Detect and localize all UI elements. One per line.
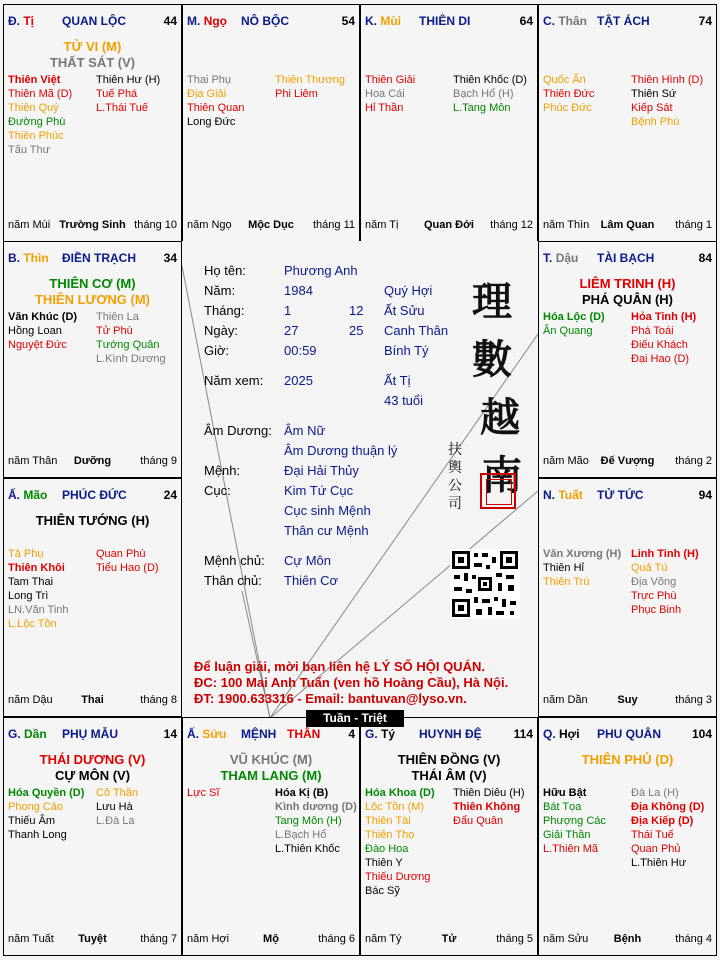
minor-stars-right bbox=[631, 310, 696, 366]
minor-star: Thiên Thương bbox=[275, 74, 346, 86]
palace-branch: Ấ. Sửu bbox=[187, 727, 227, 741]
nam-xem-can-chi: Ất Tị bbox=[384, 373, 411, 388]
major-star: THÁI ÂM (V) bbox=[411, 768, 487, 783]
palace-hoi[interactable] bbox=[538, 717, 717, 956]
minor-star: Đà La (H) bbox=[631, 787, 679, 799]
menh-value: Đại Hải Thủy bbox=[284, 463, 359, 478]
gio-value: 00:59 bbox=[284, 343, 317, 358]
nam-label: Năm: bbox=[204, 283, 236, 298]
minor-stars-left bbox=[365, 786, 435, 898]
minor-star: Hỏa Tinh (H) bbox=[631, 311, 697, 323]
footer-stage: Đế Vượng bbox=[600, 455, 655, 467]
palace-age: 84 bbox=[698, 251, 712, 265]
footer-year: năm Sửu bbox=[543, 933, 589, 945]
major-star: THIÊN TƯỚNG (H) bbox=[35, 513, 150, 528]
calligraphy-small-char: 司 bbox=[448, 496, 462, 512]
minor-star: Thiên Hỉ bbox=[543, 562, 584, 574]
footer-month: tháng 2 bbox=[675, 455, 712, 467]
footer-year: năm Tuất bbox=[8, 933, 54, 945]
footer-month: tháng 1 bbox=[675, 219, 712, 231]
minor-star: Tang Môn (H) bbox=[275, 815, 342, 827]
minor-stars-left bbox=[187, 786, 219, 800]
minor-star: Thiên Sứ bbox=[631, 88, 677, 100]
menh-chu-label: Mệnh chủ: bbox=[204, 553, 265, 568]
palace-footer bbox=[8, 455, 177, 469]
minor-star: Trực Phù bbox=[631, 590, 677, 602]
palace-age: 34 bbox=[163, 251, 177, 265]
palace-thin[interactable] bbox=[3, 241, 182, 478]
am-duong-label: Âm Dương: bbox=[204, 423, 272, 438]
calligraphy-text bbox=[472, 273, 522, 505]
palace-age: 54 bbox=[341, 14, 355, 28]
minor-star: Tiểu Hao (D) bbox=[96, 562, 159, 574]
minor-star: Thái Tuế bbox=[631, 829, 674, 841]
minor-star: Thiên La bbox=[96, 311, 139, 323]
palace-name: PHỤ MẪU bbox=[62, 727, 118, 741]
major-star: THÁI DƯƠNG (V) bbox=[39, 752, 146, 767]
palace-age: 14 bbox=[163, 727, 177, 741]
palace-name: TẬT ÁCH bbox=[597, 14, 650, 28]
palace-name: TỬ TỨC bbox=[597, 488, 644, 502]
palace-mao[interactable] bbox=[3, 478, 182, 717]
minor-stars-right bbox=[631, 547, 699, 617]
palace-than[interactable] bbox=[538, 4, 717, 242]
major-star: THẤT SÁT (V) bbox=[49, 55, 136, 70]
ngay-am: 25 bbox=[349, 323, 364, 338]
footer-year: năm Hợi bbox=[187, 933, 230, 945]
minor-star: L.Lộc Tồn bbox=[8, 618, 57, 630]
minor-star: Địa Không (D) bbox=[631, 801, 705, 813]
minor-star: Thiên Khôi bbox=[8, 562, 65, 574]
palace-header bbox=[543, 14, 712, 30]
minor-star: Văn Xương (H) bbox=[543, 548, 622, 560]
footer-stage: Quan Đới bbox=[424, 219, 474, 231]
tuoi-value: 43 tuổi bbox=[384, 393, 424, 408]
minor-stars-left bbox=[8, 786, 84, 842]
palace-age: 64 bbox=[519, 14, 533, 28]
minor-star: Thiên Quý bbox=[8, 102, 59, 114]
footer-stage: Dưỡng bbox=[73, 455, 112, 467]
minor-star: L.Thiên Hư bbox=[631, 857, 687, 869]
palace-name: PHÚC ĐỨC bbox=[62, 488, 127, 502]
ngay-value: 27 bbox=[284, 323, 299, 338]
minor-star: Hóa Lộc (D) bbox=[543, 311, 605, 323]
minor-stars-right bbox=[96, 73, 160, 115]
minor-stars-left bbox=[8, 547, 69, 631]
minor-star: Hóa Quyền (D) bbox=[8, 787, 85, 799]
minor-stars-right bbox=[96, 310, 166, 366]
palace-tuat[interactable] bbox=[538, 478, 717, 717]
ho-ten-value: Phương Anh bbox=[284, 263, 358, 278]
minor-star: Tấu Thư bbox=[8, 144, 51, 156]
minor-star: Địa Giải bbox=[187, 88, 227, 100]
thang-value: 1 bbox=[284, 303, 292, 318]
major-stars bbox=[4, 276, 181, 308]
palace-name: THIÊN DI bbox=[419, 14, 471, 28]
minor-star: Thiên Đức bbox=[543, 88, 595, 100]
minor-stars-left bbox=[543, 73, 594, 115]
palace-name: PHU QUÂN bbox=[597, 727, 662, 741]
footer-month: tháng 4 bbox=[675, 933, 712, 945]
minor-star: Phi Liêm bbox=[275, 88, 318, 100]
major-star: PHÁ QUÂN (H) bbox=[582, 292, 673, 307]
than-chu-label: Thân chủ: bbox=[204, 573, 262, 588]
minor-star: Nguyệt Đức bbox=[8, 339, 67, 351]
minor-star: Thiên Quan bbox=[187, 102, 245, 114]
footer-month: tháng 10 bbox=[134, 219, 177, 231]
minor-star: Thanh Long bbox=[8, 829, 67, 841]
palace-branch: G. Tý bbox=[365, 727, 396, 741]
major-star: THIÊN ĐỒNG (V) bbox=[397, 752, 501, 767]
minor-star: Thiên Không bbox=[453, 801, 521, 813]
palace-age: 24 bbox=[163, 488, 177, 502]
palace-footer bbox=[365, 933, 533, 947]
minor-star: L.Kình Dương bbox=[96, 353, 166, 365]
palace-header bbox=[8, 251, 177, 267]
major-star: THAM LANG (M) bbox=[220, 768, 322, 783]
palace-dan[interactable] bbox=[3, 717, 182, 956]
palace-mui[interactable] bbox=[360, 4, 538, 242]
am-duong-ly: Âm Dương thuận lý bbox=[284, 443, 398, 458]
footer-year: năm Tý bbox=[365, 933, 402, 945]
minor-star: Địa Võng bbox=[631, 576, 677, 588]
minor-star: Thiên Y bbox=[365, 857, 403, 869]
footer-stage: Tuyệt bbox=[78, 933, 107, 945]
palace-header bbox=[8, 727, 177, 743]
minor-star: Kiếp Sát bbox=[631, 102, 673, 114]
palace-header bbox=[8, 14, 177, 30]
footer-month: tháng 12 bbox=[490, 219, 533, 231]
palace-branch: G. Dần bbox=[8, 727, 47, 741]
footer-year: năm Dậu bbox=[8, 694, 53, 706]
minor-star: L.Bạch Hổ bbox=[275, 829, 327, 841]
major-star: VŨ KHÚC (M) bbox=[229, 752, 313, 767]
palace-header bbox=[365, 727, 533, 743]
than-chu-value: Thiên Cơ bbox=[284, 573, 339, 588]
palace-age: 114 bbox=[513, 727, 533, 741]
footer-stage: Suy bbox=[617, 694, 638, 706]
minor-star: Văn Khúc (D) bbox=[8, 311, 78, 323]
palace-header bbox=[543, 488, 712, 504]
minor-stars-right bbox=[96, 547, 159, 575]
footer-year: năm Thìn bbox=[543, 219, 590, 231]
than-cu-menh: Thân cư Mệnh bbox=[284, 523, 369, 538]
minor-star: Thiên Khốc (D) bbox=[453, 74, 527, 86]
palace-ti[interactable] bbox=[3, 4, 182, 242]
footer-stage: Lâm Quan bbox=[600, 219, 655, 231]
minor-stars-left bbox=[8, 73, 72, 157]
major-star: LIÊM TRINH (H) bbox=[579, 276, 676, 291]
major-star: THIÊN LƯƠNG (M) bbox=[34, 292, 151, 307]
cuc-value: Kim Tứ Cục bbox=[284, 483, 354, 498]
nam-can-chi: Quý Hợi bbox=[384, 283, 433, 298]
minor-star: Bác Sỹ bbox=[365, 885, 400, 897]
red-seal-stamp bbox=[480, 473, 516, 509]
minor-star: Đào Hoa bbox=[365, 843, 409, 855]
am-duong-value: Âm Nữ bbox=[284, 423, 326, 438]
minor-star: Đại Hao (D) bbox=[631, 353, 690, 365]
minor-star: Hỉ Thần bbox=[365, 102, 404, 114]
minor-star: Hoa Cái bbox=[365, 88, 405, 100]
minor-star: Bát Tọa bbox=[543, 801, 582, 813]
thang-am: 12 bbox=[349, 303, 364, 318]
major-star: THIÊN CƠ (M) bbox=[49, 276, 136, 291]
minor-stars-left bbox=[365, 73, 415, 115]
palace-branch: K. Mùi bbox=[365, 14, 402, 28]
minor-star: Lộc Tồn (M) bbox=[365, 801, 425, 813]
palace-footer bbox=[187, 219, 355, 233]
footer-month: tháng 8 bbox=[140, 694, 177, 706]
minor-star: L.Thiên Mã bbox=[543, 843, 599, 855]
minor-star: Đẩu Quân bbox=[453, 815, 504, 827]
calligraphy-small bbox=[448, 441, 462, 513]
contact-line-1: Để luận giải, mời bạn liên hệ LÝ SỐ HỘI QUÁN. bbox=[194, 659, 485, 674]
palace-header bbox=[543, 727, 712, 743]
palace-name: HUYNH ĐỆ bbox=[419, 727, 482, 741]
footer-month: tháng 11 bbox=[312, 219, 355, 231]
minor-star: Hữu Bật bbox=[543, 787, 587, 799]
minor-star: Thiếu Dương bbox=[365, 871, 431, 883]
footer-month: tháng 3 bbox=[675, 694, 712, 706]
minor-stars-right bbox=[275, 73, 345, 101]
cuc-sinh-menh: Cục sinh Mệnh bbox=[284, 503, 371, 518]
minor-stars-right bbox=[631, 786, 704, 870]
palace-branch: Ấ. Mão bbox=[8, 488, 48, 502]
major-stars bbox=[183, 752, 359, 784]
calligraphy-char: 南 bbox=[482, 452, 522, 499]
minor-star: Tam Thai bbox=[8, 576, 54, 588]
minor-star: Hồng Loan bbox=[8, 325, 62, 337]
palace-footer bbox=[187, 933, 355, 947]
minor-stars-left bbox=[543, 786, 606, 856]
minor-star: Cô Thần bbox=[96, 787, 138, 799]
minor-star: Thiên Thọ bbox=[365, 829, 415, 841]
palace-branch: Đ. Tị bbox=[8, 14, 35, 28]
calligraphy-small-char: 扶 bbox=[448, 442, 462, 458]
major-star: TỬ VI (M) bbox=[63, 39, 122, 54]
footer-year: năm Mùi bbox=[8, 219, 51, 231]
gio-can-chi: Bính Tý bbox=[384, 343, 429, 358]
minor-star: Long Đức bbox=[187, 116, 236, 128]
footer-stage: Tử bbox=[441, 933, 457, 945]
palace-branch: T. Dậu bbox=[543, 251, 579, 265]
minor-star: Thiên Việt bbox=[8, 74, 61, 86]
minor-star: Phục Binh bbox=[631, 604, 682, 616]
minor-star: Tướng Quân bbox=[96, 339, 160, 351]
palace-header bbox=[187, 14, 355, 30]
footer-stage: Trường Sinh bbox=[59, 219, 126, 231]
minor-star: Phúc Đức bbox=[543, 102, 592, 114]
minor-stars-left bbox=[543, 547, 621, 589]
palace-branch: B. Thìn bbox=[8, 251, 49, 265]
calligraphy-char: 理 bbox=[472, 278, 512, 325]
minor-star: Quả Tú bbox=[631, 562, 668, 574]
palace-footer bbox=[543, 455, 712, 469]
minor-star: Địa Kiếp (D) bbox=[631, 815, 694, 827]
major-stars bbox=[539, 276, 716, 308]
major-stars bbox=[361, 752, 537, 784]
palace-suu[interactable] bbox=[182, 717, 360, 956]
minor-stars-left bbox=[8, 310, 77, 352]
palace-name: QUAN LỘC bbox=[62, 14, 126, 28]
minor-star: Phong Cáo bbox=[8, 801, 64, 813]
palace-age: 4 bbox=[348, 727, 355, 741]
minor-stars-right bbox=[275, 786, 357, 856]
palace-name: TÀI BẠCH bbox=[597, 251, 655, 265]
minor-star: Tuế Phá bbox=[96, 88, 138, 100]
gio-label: Giờ: bbox=[204, 343, 230, 358]
minor-star: L.Thái Tuế bbox=[96, 102, 148, 114]
minor-star: Thiên Hình (D) bbox=[631, 74, 704, 86]
tuan-triet-bar: Tuần - Triệt bbox=[306, 710, 404, 727]
palace-footer bbox=[365, 219, 533, 233]
nam-value: 1984 bbox=[284, 283, 313, 298]
minor-star: Điếu Khách bbox=[631, 339, 688, 351]
palace-branch: Q. Hợi bbox=[543, 727, 580, 741]
major-stars bbox=[4, 513, 181, 529]
palace-name: MỆNH bbox=[241, 727, 277, 741]
palace-footer bbox=[8, 694, 177, 708]
palace-age: 74 bbox=[698, 14, 712, 28]
minor-star: Kình dương (D) bbox=[275, 801, 357, 813]
minor-star: LN.Văn Tinh bbox=[8, 604, 69, 616]
palace-ty[interactable] bbox=[360, 717, 538, 956]
minor-star: Linh Tinh (H) bbox=[631, 548, 699, 560]
footer-year: năm Mão bbox=[543, 455, 589, 467]
nam-xem-label: Năm xem: bbox=[204, 373, 264, 388]
palace-name: NÔ BỘC bbox=[241, 14, 289, 28]
minor-star: Tả Phụ bbox=[8, 548, 44, 560]
minor-star: Quan Phù bbox=[96, 548, 146, 560]
minor-star: Hóa Khoa (D) bbox=[365, 787, 435, 799]
center-info-panel bbox=[182, 241, 538, 717]
minor-stars-right bbox=[631, 73, 703, 129]
footer-year: năm Thân bbox=[8, 455, 58, 467]
minor-star: Thai Phụ bbox=[187, 74, 232, 86]
minor-star: Lực Sĩ bbox=[187, 787, 220, 799]
menh-chu-value: Cự Môn bbox=[284, 553, 331, 568]
footer-month: tháng 9 bbox=[140, 455, 177, 467]
menh-label: Mệnh: bbox=[204, 463, 241, 478]
major-stars bbox=[4, 752, 181, 784]
nam-xem-value: 2025 bbox=[284, 373, 313, 388]
minor-stars-right bbox=[96, 786, 138, 828]
contact-phone-email[interactable]: ĐT: 1900.633316 - Email: bantuvan@lyso.vn. bbox=[194, 691, 467, 706]
palace-branch: M. Ngọ bbox=[187, 14, 228, 28]
footer-month: tháng 7 bbox=[140, 933, 177, 945]
palace-branch: C. Thân bbox=[543, 14, 588, 28]
major-stars bbox=[4, 39, 181, 71]
minor-star: Quốc Ấn bbox=[543, 74, 586, 86]
minor-star: L.Tang Môn bbox=[453, 102, 511, 114]
minor-star: Thiên Giải bbox=[365, 74, 416, 86]
palace-footer bbox=[8, 219, 177, 233]
calligraphy-char: 越 bbox=[480, 394, 520, 441]
minor-stars-left bbox=[187, 73, 244, 129]
minor-star: Thiên Phúc bbox=[8, 130, 64, 142]
minor-star: Quan Phủ bbox=[631, 843, 681, 855]
minor-star: Long Trì bbox=[8, 590, 49, 602]
palace-than-marker: THÂN bbox=[287, 727, 321, 741]
palace-footer bbox=[543, 219, 712, 233]
minor-star: Ân Quang bbox=[543, 325, 593, 337]
ngay-label: Ngày: bbox=[204, 323, 238, 338]
qr-code-icon[interactable] bbox=[450, 549, 520, 619]
contact-address: ĐC: 100 Mai Anh Tuấn (ven hồ Hoàng Cầu), Hà Nội. bbox=[194, 675, 509, 690]
minor-star: Bạch Hổ (H) bbox=[453, 88, 514, 100]
palace-header bbox=[365, 14, 533, 30]
palace-header bbox=[8, 488, 177, 504]
palace-header bbox=[187, 727, 355, 743]
minor-star: L.Đà La bbox=[96, 815, 135, 827]
major-star: CỰ MÔN (V) bbox=[54, 768, 131, 783]
thang-label: Tháng: bbox=[204, 303, 245, 318]
minor-stars-left bbox=[543, 310, 605, 338]
minor-star: Lưu Hà bbox=[96, 801, 133, 813]
footer-year: năm Dần bbox=[543, 694, 588, 706]
palace-footer bbox=[543, 933, 712, 947]
calligraphy-small-char: 公 bbox=[448, 478, 462, 494]
ngay-can-chi: Canh Thân bbox=[384, 323, 449, 338]
footer-stage: Bệnh bbox=[613, 933, 642, 945]
footer-year: năm Ngọ bbox=[187, 219, 232, 231]
footer-stage: Thai bbox=[81, 694, 104, 706]
minor-star: Thiên Tài bbox=[365, 815, 411, 827]
major-stars bbox=[539, 752, 716, 768]
minor-star: Phá Toái bbox=[631, 325, 674, 337]
minor-star: L.Thiên Khốc bbox=[275, 843, 340, 855]
calligraphy-char: 數 bbox=[472, 336, 512, 383]
footer-year: năm Tị bbox=[365, 219, 399, 231]
footer-month: tháng 6 bbox=[318, 933, 355, 945]
footer-stage: Mộ bbox=[263, 933, 279, 945]
minor-star: Đường Phù bbox=[8, 116, 66, 128]
palace-branch: N. Tuất bbox=[543, 488, 583, 502]
minor-star: Thiên Trù bbox=[543, 576, 590, 588]
minor-stars-right bbox=[453, 73, 527, 115]
footer-month: tháng 5 bbox=[496, 933, 533, 945]
palace-age: 44 bbox=[163, 14, 177, 28]
palace-footer bbox=[8, 933, 177, 947]
minor-star: Phượng Các bbox=[543, 815, 606, 827]
minor-star: Tử Phù bbox=[96, 325, 133, 337]
cuc-label: Cục: bbox=[204, 483, 231, 498]
minor-star: Giải Thần bbox=[543, 829, 591, 841]
footer-stage: Mộc Dục bbox=[248, 219, 294, 231]
palace-footer bbox=[543, 694, 712, 708]
minor-star: Thiên Mã (D) bbox=[8, 88, 73, 100]
minor-star: Bệnh Phù bbox=[631, 116, 680, 128]
palace-dau[interactable] bbox=[538, 241, 717, 478]
palace-header bbox=[543, 251, 712, 267]
minor-star: Hóa Kị (B) bbox=[275, 787, 329, 799]
palace-age: 104 bbox=[691, 727, 712, 741]
palace-ngo[interactable] bbox=[182, 4, 360, 242]
minor-star: Thiên Diêu (H) bbox=[453, 787, 525, 799]
thang-can-chi: Ất Sửu bbox=[384, 303, 425, 318]
minor-stars-right bbox=[453, 786, 525, 828]
minor-star: Thiếu Âm bbox=[8, 815, 56, 827]
palace-age: 94 bbox=[698, 488, 712, 502]
calligraphy-small-char: 輿 bbox=[448, 460, 462, 476]
major-star: THIÊN PHỦ (D) bbox=[581, 752, 674, 767]
ho-ten-label: Họ tên: bbox=[204, 263, 246, 278]
minor-star: Thiên Hư (H) bbox=[96, 74, 161, 86]
palace-name: ĐIỀN TRẠCH bbox=[62, 251, 136, 265]
